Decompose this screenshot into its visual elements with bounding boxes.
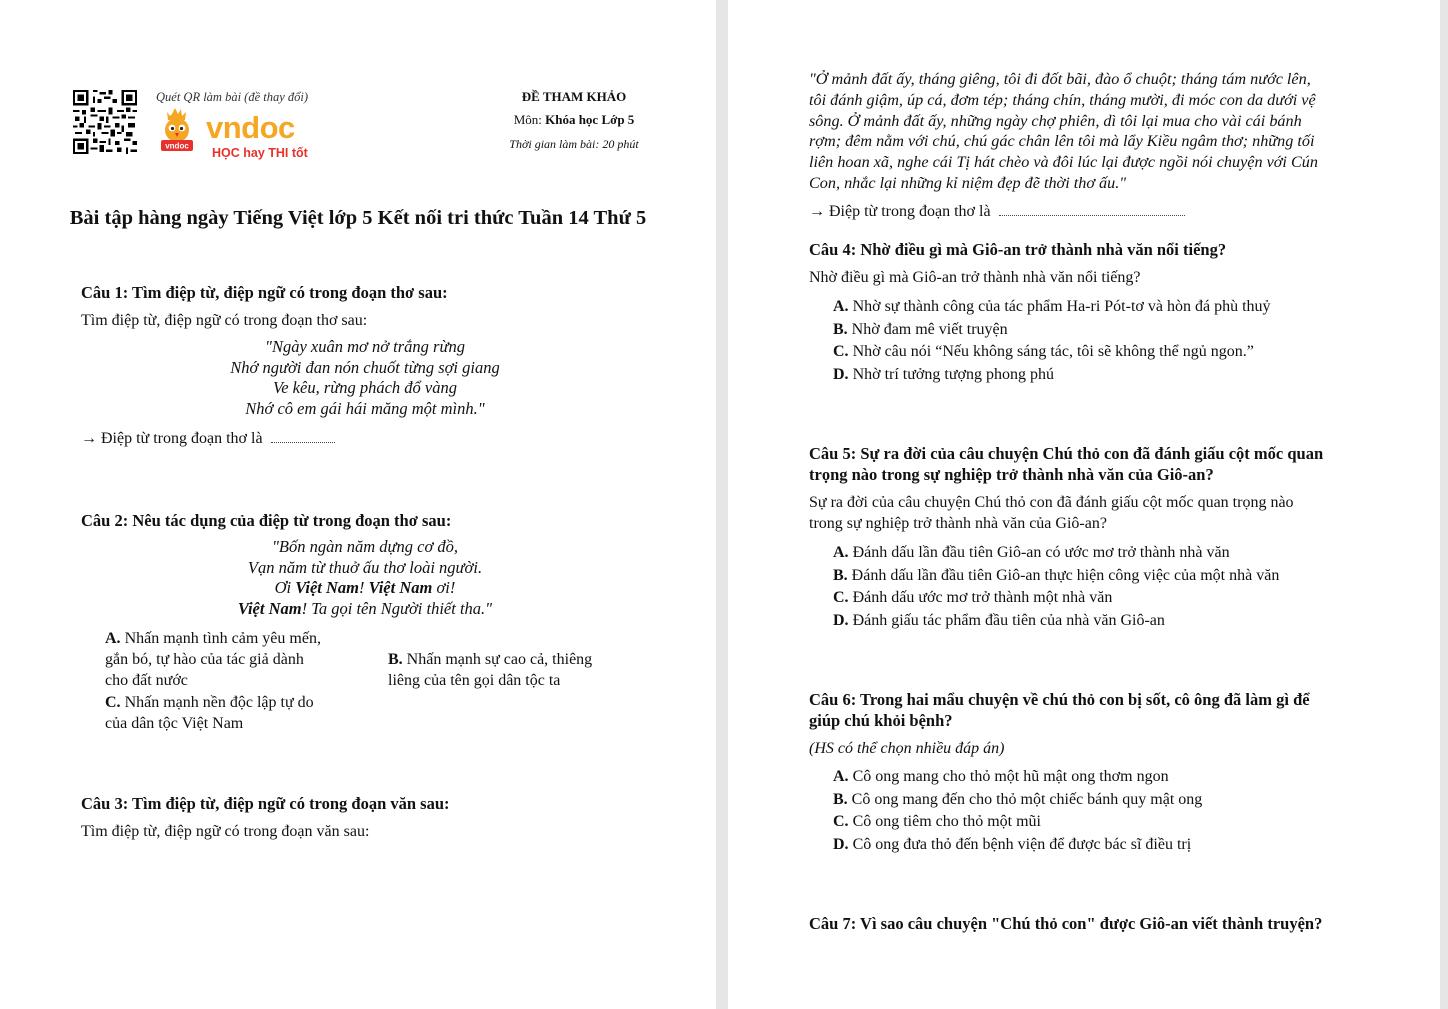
mascot-icon xyxy=(161,108,193,151)
question-5-option-c[interactable]: C. Đánh dấu ước mơ trở thành một nhà văn xyxy=(833,589,1113,606)
vndoc-logo xyxy=(156,108,326,162)
question-1-heading: Câu 1: Tìm điệp từ, điệp ngữ có trong đoạn thơ sau: xyxy=(81,283,448,302)
question-4-prompt: Nhờ điều gì mà Giô-an trở thành nhà văn nổi tiếng? xyxy=(809,269,1141,286)
question-3-passage: "Ở mảnh đất ấy, tháng giêng, tôi đi đốt bãi, đào ổ chuột; tháng tám nước lên, tôi đánh giậm, úp cá, đơm tép; tháng chín, tháng mười, đi móc con da dưới vệ sông. Ở mảnh đất ấy, những ngày chợ phiên, dì tôi lại mua cho vài cái bánh rợm; đêm nằm với chú, chú gác chân lên tôi mà lẩy Kiều ngâm thơ; những tối liên hoan xã, nghe cái Tị hát chèo và đôi lúc lại được ngồi nói chuyện với Cún Con, nhắc lại những kỉ niệm đẹp đẽ thời thơ ấu." xyxy=(809,70,1318,192)
question-2-option-c[interactable]: C. Nhấn mạnh nền độc lập tự do của dân tộc Việt Nam xyxy=(105,694,314,732)
svg-text:HỌC hay THI tốt: HỌC hay THI tốt xyxy=(212,146,308,160)
exam-type: ĐỀ THAM KHẢO xyxy=(521,89,627,104)
question-5-option-d[interactable]: D. Đánh giấu tác phẩm đầu tiên của nhà văn Giô-an xyxy=(833,611,1165,629)
question-4-option-c[interactable]: C. Nhờ câu nói “Nếu không sáng tác, tôi sẽ không thể ngủ ngon.” xyxy=(833,343,1254,360)
question-6-options xyxy=(833,766,1202,855)
question-6-option-b[interactable]: B. Cô ong mang đến cho thỏ một chiếc bánh quy mật ong xyxy=(833,790,1203,808)
svg-text:vndoc: vndoc xyxy=(206,110,295,145)
subject-line: Môn: Khóa học Lớp 5 xyxy=(513,112,635,127)
question-4-option-b[interactable]: B. Nhờ đam mê viết truyện xyxy=(833,320,1008,338)
qr-code-icon[interactable] xyxy=(73,90,137,154)
question-4-option-a[interactable]: A. Nhờ sự thành công của tác phẩm Ha-ri Pót-tơ và hòn đá phù thuỷ xyxy=(833,298,1271,315)
page-2 xyxy=(728,0,1440,1009)
question-3-heading: Câu 3: Tìm điệp từ, điệp ngữ có trong đoạn văn sau: xyxy=(81,794,450,813)
question-3-answer-line: → Điệp từ trong đoạn thơ là xyxy=(809,201,1185,222)
svg-text:vndoc: vndoc xyxy=(165,141,189,151)
question-2-option-b[interactable]: B. Nhấn mạnh sự cao cả, thiêng liêng của tên gọi dân tộc ta xyxy=(388,651,593,689)
question-5-option-a[interactable]: A. Đánh dấu lần đầu tiên Giô-an có ước mơ trở thành nhà văn xyxy=(833,544,1230,561)
answer-blank[interactable] xyxy=(271,431,335,443)
question-6-note: (HS có thể chọn nhiều đáp án) xyxy=(809,740,1005,757)
question-4-heading: Câu 4: Nhờ điều gì mà Giô-an trở thành nhà văn nổi tiếng? xyxy=(809,240,1227,259)
question-5-prompt: Sự ra đời của câu chuyện Chú thỏ con đã đánh giấu cột mốc quan trọng nào trong sự nghiệp trở thành nhà văn của Giô-an? xyxy=(809,494,1294,532)
question-5-heading: Câu 5: Sự ra đời của câu chuyện Chú thỏ con đã đánh giấu cột mốc quan trọng nào trong sự nghiệp trở thành nhà văn của Giô-an? xyxy=(809,444,1324,484)
question-2-option-a[interactable]: A. Nhấn mạnh tình cảm yêu mến, gắn bó, tự hào của tác giả dành cho đất nước xyxy=(105,630,321,689)
question-3-prompt: Tìm điệp từ, điệp ngữ có trong đoạn văn sau: xyxy=(81,823,370,840)
question-1-poem: "Ngày xuân mơ nở trắng rừng Nhớ người đan nón chuốt từng sợi giang Ve kêu, rừng phách đổ vàng Nhớ cô em gái hái măng một mình." xyxy=(230,337,500,418)
question-6-option-a[interactable]: A. Cô ong mang cho thỏ một hũ mật ong thơm ngon xyxy=(833,768,1169,785)
question-1-answer-line: → Điệp từ trong đoạn thơ là xyxy=(81,428,335,449)
question-2-poem: "Bốn ngàn năm dựng cơ đồ, Vạn năm từ thuở ấu thơ loài người. Ơi Việt Nam! Việt Nam ơi! Việt Nam! Ta gọi tên Người thiết tha." xyxy=(237,537,493,618)
question-5-options xyxy=(833,542,1279,631)
page-title: Bài tập hàng ngày Tiếng Việt lớp 5 Kết nối tri thức Tuần 14 Thứ 5 xyxy=(69,207,647,229)
question-4-option-d[interactable]: D. Nhờ trí tưởng tượng phong phú xyxy=(833,365,1054,383)
question-5-option-b[interactable]: B. Đánh dấu lần đầu tiên Giô-an thực hiện công việc của một nhà văn xyxy=(833,566,1280,584)
question-6-heading: Câu 6: Trong hai mẩu chuyện về chú thỏ con bị sốt, cô ông đã làm gì để giúp chú khỏi bệnh? xyxy=(809,690,1310,730)
qr-caption: Quét QR làm bài (đề thay đổi) xyxy=(156,90,309,104)
page-1 xyxy=(0,0,716,1009)
question-2-heading: Câu 2: Nêu tác dụng của điệp từ trong đoạn thơ sau: xyxy=(81,511,452,530)
question-6-option-d[interactable]: D. Cô ong đưa thỏ đến bệnh viện để được bác sĩ điều trị xyxy=(833,835,1192,853)
answer-blank[interactable] xyxy=(999,204,1185,216)
question-4-options xyxy=(833,296,1271,385)
question-7-heading: Câu 7: Vì sao câu chuyện "Chú thỏ con" được Giô-an viết thành truyện? xyxy=(809,914,1323,933)
question-1-prompt: Tìm điệp từ, điệp ngữ có trong đoạn thơ sau: xyxy=(81,312,368,329)
time-limit: Thời gian làm bài: 20 phút xyxy=(509,137,639,151)
question-6-option-c[interactable]: C. Cô ong tiêm cho thỏ một mũi xyxy=(833,813,1041,830)
